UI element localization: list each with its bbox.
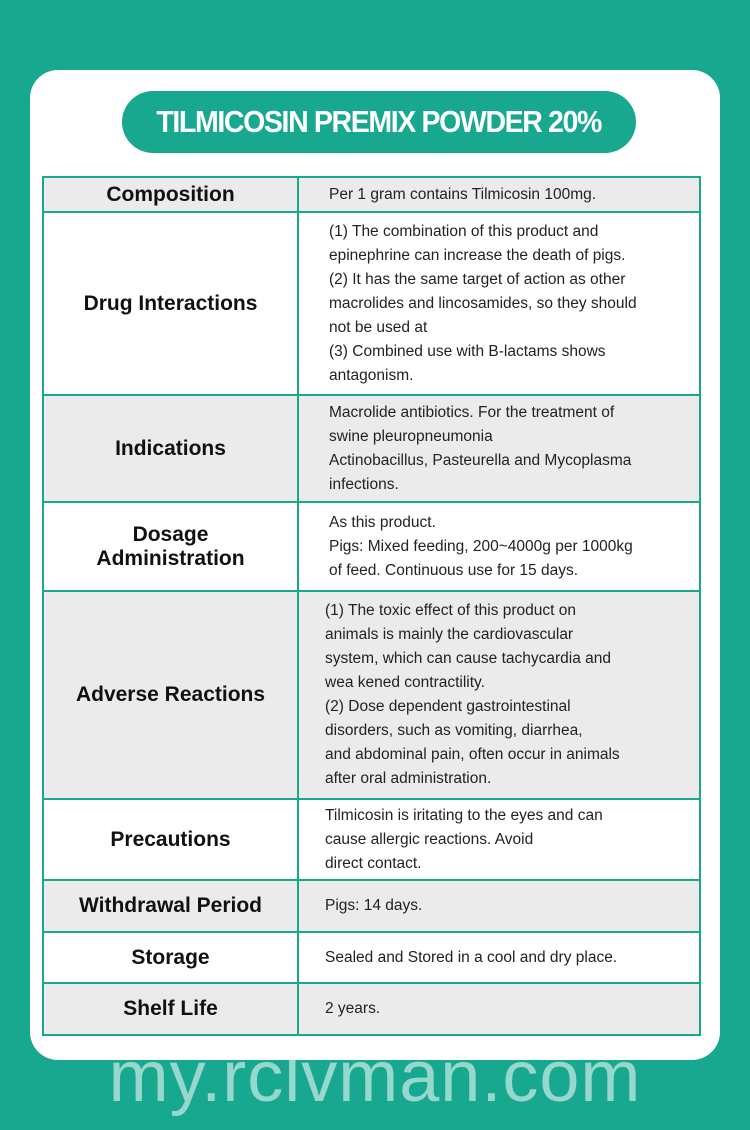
watermark: my.rclvman.com (108, 1037, 642, 1117)
row-value (298, 395, 700, 502)
spec-table (42, 176, 701, 1036)
table-row (43, 880, 700, 932)
value-line: after oral administration. (325, 770, 492, 787)
row-value (298, 591, 700, 799)
value-line: Macrolide antibiotics. For the treatment of (329, 403, 615, 421)
row-label: Shelf Life (43, 983, 298, 1035)
value-line: Sealed and Stored in a cool and dry place. (325, 948, 618, 966)
row-value (298, 177, 700, 212)
table-row (43, 932, 700, 983)
value-line: of feed. Continuous use for 15 days. (329, 561, 579, 579)
value-line: 2 years. (325, 1000, 381, 1017)
value-line: (1) The combination of this product and (329, 222, 599, 240)
table-row (43, 502, 700, 591)
table-row (43, 177, 700, 212)
product-title: TILMICOSIN PREMIX POWDER 20% (156, 104, 602, 139)
value-line: Pigs: 14 days. (325, 897, 423, 914)
value-line: Pigs: Mixed feeding, 200~4000g per 1000kg (329, 537, 633, 555)
table-row (43, 799, 700, 880)
value-line: As this product. (329, 513, 436, 531)
row-label: Composition (43, 177, 298, 212)
row-value (298, 983, 700, 1035)
row-label: Drug Interactions (43, 212, 298, 395)
row-value (298, 799, 700, 880)
value-line: infections. (329, 475, 399, 493)
value-line: animals is mainly the cardiovascular (325, 626, 574, 643)
title-banner (122, 91, 636, 153)
value-line: (1) The toxic effect of this product on (325, 602, 577, 619)
row-value (298, 880, 700, 932)
row-label: Withdrawal Period (43, 880, 298, 932)
row-value (298, 502, 700, 591)
value-line: Per 1 gram contains Tilmicosin 100mg. (329, 185, 597, 203)
row-value (298, 932, 700, 983)
value-line: wea kened contractility. (325, 674, 485, 691)
row-label (43, 502, 298, 591)
value-line: disorders, such as vomiting, diarrhea, (325, 722, 583, 739)
row-label: Precautions (43, 799, 298, 880)
row-label-line: Administration (96, 546, 245, 570)
value-line: cause allergic reactions. Avoid (325, 830, 534, 848)
row-value (298, 212, 700, 395)
table-row (43, 983, 700, 1035)
value-line: (2) It has the same target of action as other (329, 270, 626, 288)
row-label: Storage (43, 932, 298, 983)
value-line: antagonism. (329, 366, 414, 384)
row-label-line: Dosage (132, 522, 209, 546)
table-row (43, 591, 700, 799)
value-line: swine pleuropneumonia (329, 427, 493, 445)
value-line: and abdominal pain, often occur in animals (325, 746, 620, 763)
value-line: Actinobacillus, Pasteurella and Mycoplasma (329, 451, 632, 469)
table-row (43, 395, 700, 502)
value-line: (3) Combined use with B-lactams shows (329, 342, 606, 360)
table-row (43, 212, 700, 395)
row-label: Indications (43, 395, 298, 502)
value-line: not be used at (329, 318, 428, 336)
value-line: epinephrine can increase the death of pigs. (329, 246, 626, 264)
value-line: (2) Dose dependent gastrointestinal (325, 698, 571, 715)
row-label: Adverse Reactions (43, 591, 298, 799)
value-line: direct contact. (325, 854, 422, 872)
value-line: Tilmicosin is iritating to the eyes and can (325, 806, 603, 824)
value-line: macrolides and lincosamides, so they should (329, 294, 637, 312)
value-line: system, which can cause tachycardia and (325, 650, 612, 667)
